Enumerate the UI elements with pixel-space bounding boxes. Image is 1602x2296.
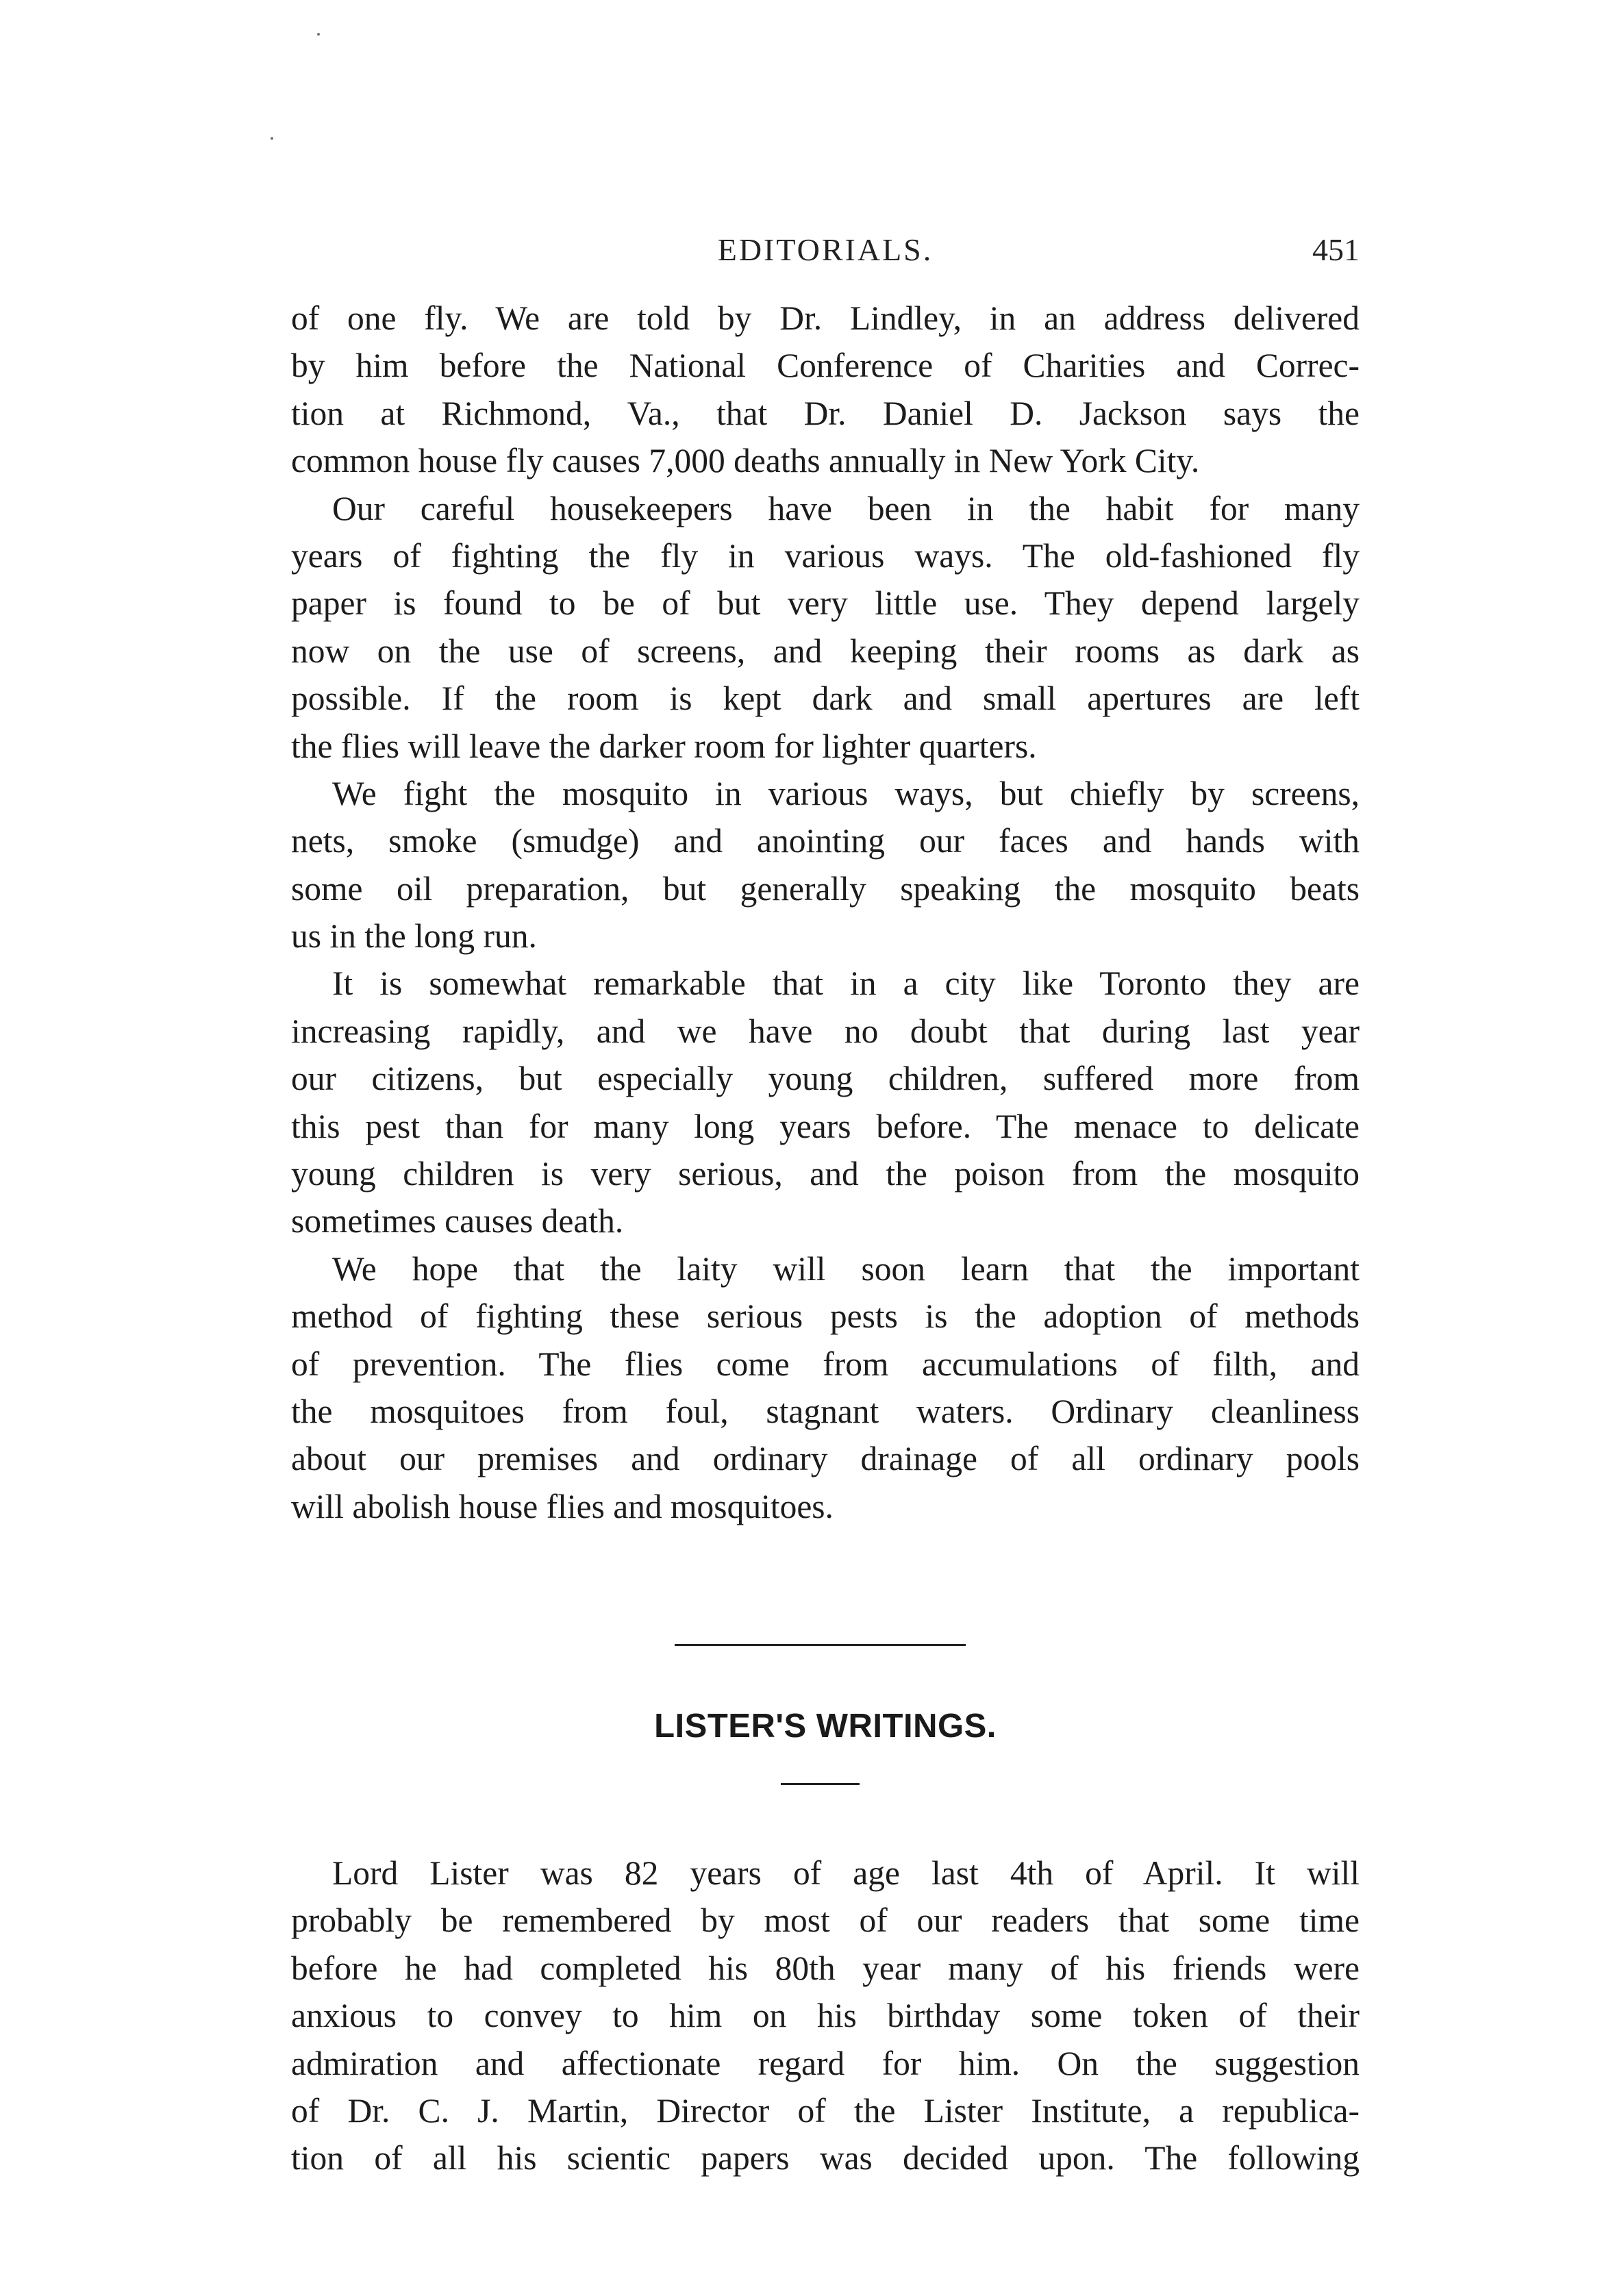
body-line: nets, smoke (smudge) and anointing our faces and hands with [291, 822, 1360, 860]
body-line: will abolish house flies and mosquitoes. [291, 1487, 834, 1525]
body-line: by him before the National Conference of Charities and Correc- [291, 347, 1360, 385]
body-line: the mosquitoes from foul, stagnant waters. Ordinary cleanliness [291, 1392, 1360, 1430]
body-line: about our premises and ordinary drainage of all ordinary pools [291, 1440, 1360, 1478]
section-body [291, 1849, 1360, 2182]
body-line: common house fly causes 7,000 deaths annually in New York City. [291, 442, 1200, 480]
body-line: our citizens, but especially young children, suffered more from [291, 1060, 1360, 1098]
body-line: We fight the mosquito in various ways, but chiefly by screens, [332, 774, 1360, 812]
scan-speck [317, 33, 320, 36]
body-line: of Dr. C. J. Martin, Director of the Lister Institute, a republica- [291, 2091, 1360, 2130]
body-line: increasing rapidly, and we have no doubt that during last year [291, 1012, 1360, 1050]
body-line: possible. If the room is kept dark and small apertures are left [291, 679, 1360, 718]
body-line: We hope that the laity will soon learn that the important [332, 1249, 1360, 1288]
body-line: Lord Lister was 82 years of age last 4th of April. It will [332, 1854, 1360, 1892]
running-head [291, 226, 1360, 274]
page-number: 451 [1312, 232, 1360, 267]
running-title: EDITORIALS. [717, 232, 934, 267]
body-line: now on the use of screens, and keeping their rooms as dark as [291, 632, 1360, 670]
body-line: the flies will leave the darker room for lighter quarters. [291, 727, 1037, 765]
section-heading: LISTER'S WRITINGS. [654, 1708, 997, 1745]
body-line: sometimes causes death. [291, 1202, 624, 1240]
section-divider [675, 1644, 966, 1646]
body-line: admiration and affectionate regard for him. On the suggestion [291, 2044, 1360, 2082]
editorial-body [291, 295, 1360, 1530]
body-line: us in the long run. [291, 917, 537, 956]
body-line: paper is found to be of but very little use. They depend largely [291, 584, 1360, 623]
scan-speck [271, 137, 273, 140]
body-line: It is somewhat remarkable that in a city like Toronto they are [332, 964, 1360, 1003]
body-line: this pest than for many long years before. The menace to delicate [291, 1107, 1360, 1145]
body-line: years of fighting the fly in various ways. The old-fashioned fly [291, 536, 1360, 575]
body-line: of one fly. We are told by Dr. Lindley, in an address delivered [291, 299, 1360, 337]
body-line: some oil preparation, but generally speaking the mosquito beats [291, 869, 1360, 908]
body-line: probably be remembered by most of our readers that some time [291, 1901, 1360, 1940]
body-line: young children is very serious, and the poison from the mosquito [291, 1155, 1360, 1193]
body-line: of prevention. The flies come from accumulations of filth, and [291, 1345, 1360, 1383]
body-line: tion at Richmond, Va., that Dr. Daniel D. Jackson says the [291, 394, 1360, 432]
heading-underline [781, 1783, 860, 1785]
body-line: Our careful housekeepers have been in the habit for many [332, 489, 1360, 527]
body-line: anxious to convey to him on his birthday some token of their [291, 1997, 1360, 2035]
body-line: before he had completed his 80th year many of his friends were [291, 1949, 1360, 1987]
body-line: method of fighting these serious pests is the adoption of methods [291, 1297, 1360, 1336]
body-line: tion of all his scientic papers was decided upon. The following [291, 2139, 1360, 2178]
